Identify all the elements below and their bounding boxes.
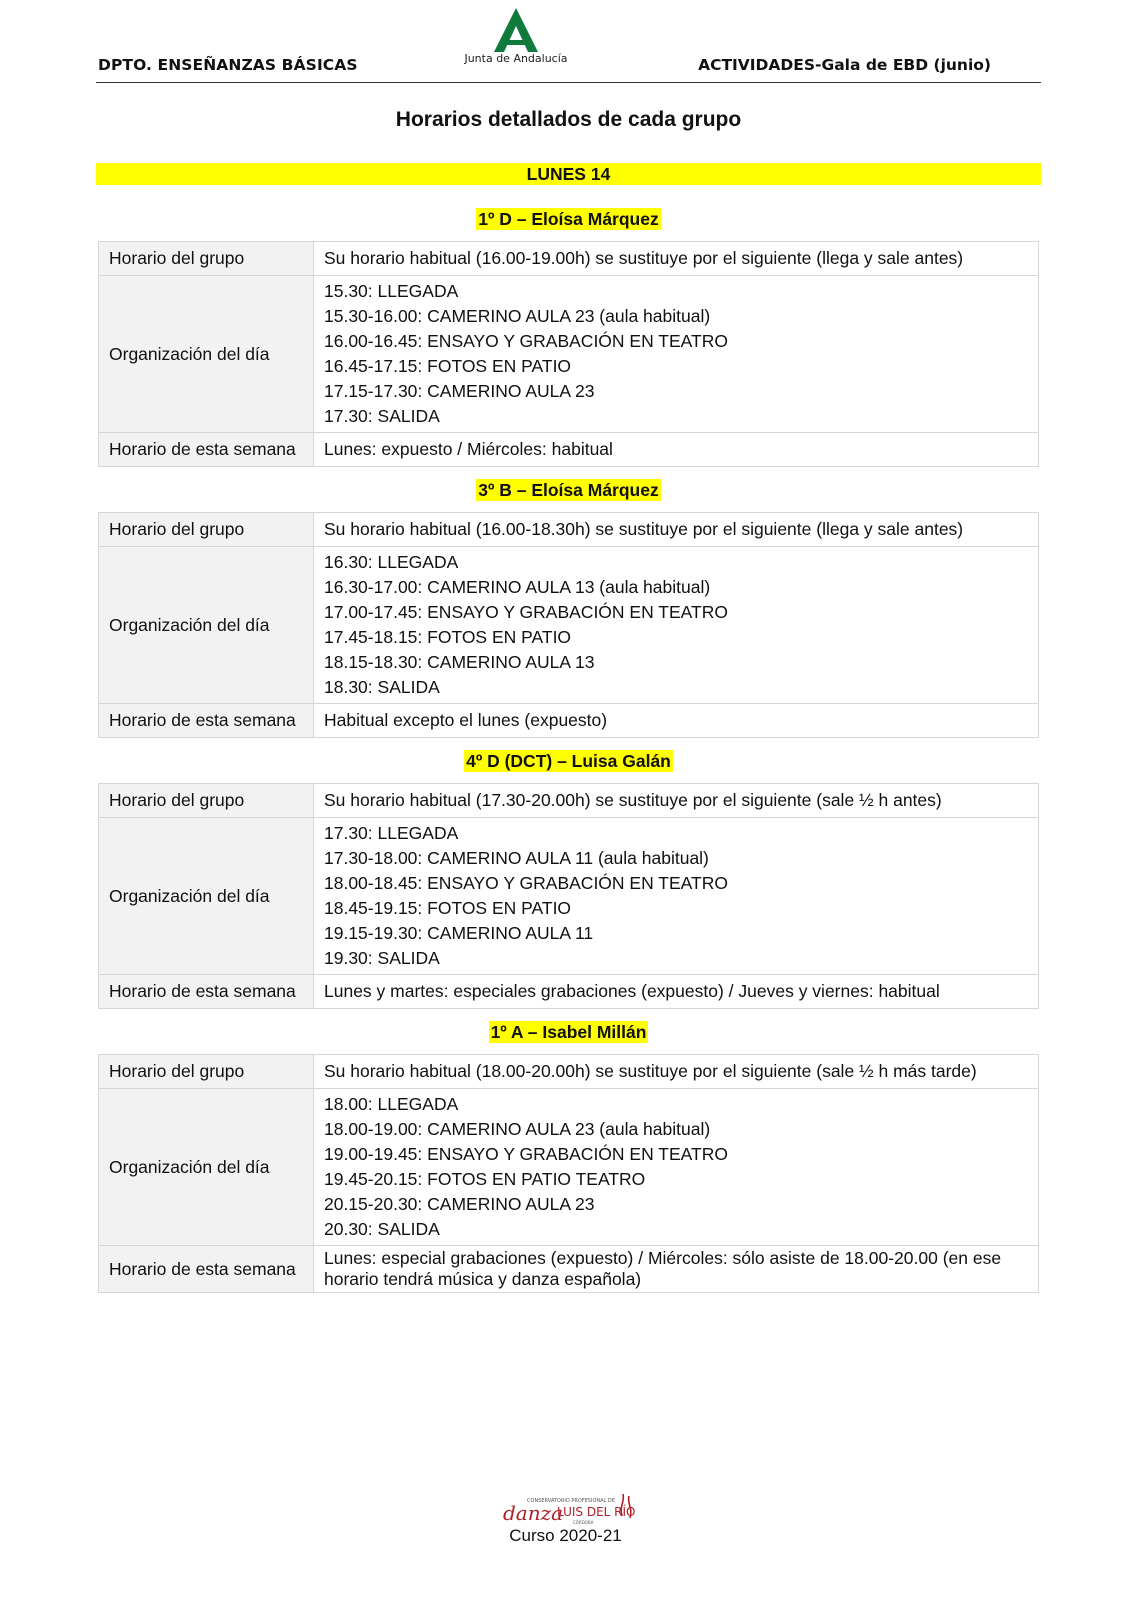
logo-small-text: CONSERVATORIO PROFESIONAL DE — [526, 1498, 615, 1504]
group-schedule: Su horario habitual (18.00-20.00h) se sustituye por el siguiente (sale ½ h más tarde) — [314, 1055, 1039, 1089]
group-title — [96, 751, 1041, 772]
group-table — [98, 1054, 1039, 1293]
page-header — [96, 0, 1041, 83]
page-title: Horarios detallados de cada grupo — [395, 108, 742, 131]
group-schedule: Su horario habitual (16.00-18.30h) se sustituye por el siguiente (llega y sale antes) — [314, 513, 1039, 547]
org-item: 18.00-18.45: ENSAYO Y GRABACIÓN EN TEATRO — [324, 873, 728, 893]
org-item: 16.30-17.00: CAMERINO AULA 13 (aula habitual) — [324, 577, 711, 597]
org-item: 20.15-20.30: CAMERINO AULA 23 — [324, 1194, 595, 1214]
course-label: Curso 2020-21 — [509, 1526, 622, 1545]
org-item: 19.15-19.30: CAMERINO AULA 11 — [324, 923, 594, 943]
group-title-text: 1º D – Eloísa Márquez — [478, 209, 659, 229]
org-item: 15.30: LLEGADA — [324, 281, 459, 301]
group-title-text: 4º D (DCT) – Luisa Galán — [466, 751, 671, 771]
row-label-org: Organización del día — [99, 818, 314, 975]
group-title-text: 3º B – Eloísa Márquez — [478, 480, 659, 500]
row-label-week: Horario de esta semana — [99, 1246, 314, 1293]
org-item: 20.30: SALIDA — [324, 1219, 440, 1239]
org-item: 16.45-17.15: FOTOS EN PATIO — [324, 356, 572, 376]
group-table — [98, 512, 1039, 738]
row-label-week: Horario de esta semana — [99, 975, 314, 1009]
logo-word: danza — [502, 1501, 563, 1525]
junta-logo-icon — [493, 6, 539, 54]
row-label-group: Horario del grupo — [99, 784, 314, 818]
org-item: 18.30: SALIDA — [324, 677, 440, 697]
org-item: 18.15-18.30: CAMERINO AULA 13 — [324, 652, 595, 672]
org-item: 16.30: LLEGADA — [324, 552, 459, 572]
org-item: 16.00-16.45: ENSAYO Y GRABACIÓN EN TEATRO — [324, 331, 728, 351]
row-label-week: Horario de esta semana — [99, 704, 314, 738]
group-title — [96, 209, 1041, 230]
logo-name: LUIS DEL RÍO — [556, 1505, 635, 1519]
day-heading: LUNES 14 — [96, 163, 1041, 185]
conservatory-logo-icon — [499, 1490, 639, 1530]
org-item: 19.00-19.45: ENSAYO Y GRABACIÓN EN TEATRO — [324, 1144, 728, 1164]
org-item: 18.45-19.15: FOTOS EN PATIO — [324, 898, 572, 918]
department-label: DPTO. ENSEÑANZAS BÁSICAS — [98, 56, 358, 74]
row-label-group: Horario del grupo — [99, 1055, 314, 1089]
org-item: 17.15-17.30: CAMERINO AULA 23 — [324, 381, 595, 401]
week-schedule: Lunes: especial grabaciones (expuesto) / Miércoles: sólo asiste de 18.00-20.00 (en ese horario tendrá música y danza española) — [314, 1246, 1039, 1293]
junta-logo — [457, 6, 575, 65]
group-title-text: 1º A – Isabel Millán — [490, 1022, 647, 1042]
group-table — [98, 783, 1039, 1009]
day-organization — [314, 547, 1039, 704]
row-label-group: Horario del grupo — [99, 242, 314, 276]
group-title — [96, 1022, 1041, 1043]
row-label-org: Organización del día — [99, 547, 314, 704]
logo-city: CÓRDOBA — [572, 1520, 593, 1525]
group-title — [96, 480, 1041, 501]
junta-logo-text: Junta de Andalucía — [464, 52, 568, 65]
group-schedule: Su horario habitual (16.00-19.00h) se sustituye por el siguiente (llega y sale antes) — [314, 242, 1039, 276]
week-schedule: Lunes: expuesto / Miércoles: habitual — [314, 433, 1039, 467]
org-item: 19.45-20.15: FOTOS EN PATIO TEATRO — [324, 1169, 646, 1189]
row-label-org: Organización del día — [99, 1089, 314, 1246]
group-table — [98, 241, 1039, 467]
org-item: 17.30: SALIDA — [324, 406, 440, 426]
org-item: 17.45-18.15: FOTOS EN PATIO — [324, 627, 572, 647]
activity-label: ACTIVIDADES-Gala de EBD (junio) — [698, 56, 991, 74]
row-label-group: Horario del grupo — [99, 513, 314, 547]
org-item: 19.30: SALIDA — [324, 948, 440, 968]
row-label-org: Organización del día — [99, 276, 314, 433]
org-item: 18.00: LLEGADA — [324, 1094, 459, 1114]
week-schedule: Lunes y martes: especiales grabaciones (expuesto) / Jueves y viernes: habitual — [314, 975, 1039, 1009]
day-organization — [314, 818, 1039, 975]
day-organization — [314, 1089, 1039, 1246]
day-organization — [314, 276, 1039, 433]
org-item: 17.00-17.45: ENSAYO Y GRABACIÓN EN TEATRO — [324, 602, 728, 622]
org-item: 17.30: LLEGADA — [324, 823, 459, 843]
row-label-week: Horario de esta semana — [99, 433, 314, 467]
week-schedule: Habitual excepto el lunes (expuesto) — [314, 704, 1039, 738]
org-item: 17.30-18.00: CAMERINO AULA 11 (aula habitual) — [324, 848, 709, 868]
group-schedule: Su horario habitual (17.30-20.00h) se sustituye por el siguiente (sale ½ h antes) — [314, 784, 1039, 818]
org-item: 15.30-16.00: CAMERINO AULA 23 (aula habitual) — [324, 306, 711, 326]
org-item: 18.00-19.00: CAMERINO AULA 23 (aula habitual) — [324, 1119, 711, 1139]
